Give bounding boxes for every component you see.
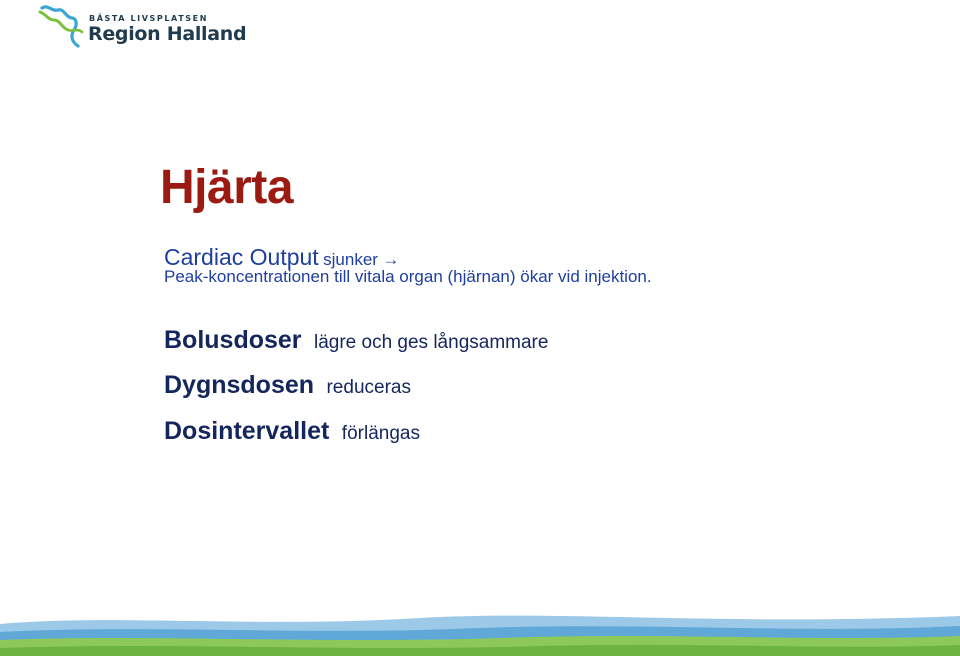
- region-halland-river-icon: [38, 2, 88, 50]
- intro-continuation: Peak-koncentrationen till vitala organ (hjärnan) ökar vid injektion.: [164, 267, 652, 286]
- list-item: [164, 371, 411, 400]
- list-item-term: Dosintervallet: [164, 417, 330, 445]
- logo-tagline: BÄSTA LIVSPLATSEN: [89, 14, 209, 23]
- list-item-desc: lägre och ges långsammare: [313, 332, 549, 353]
- footer-landscape-band: [0, 610, 960, 656]
- intro-verb: sjunker: [323, 250, 378, 269]
- logo-name: Region Halland: [88, 23, 247, 45]
- list-item: [164, 417, 420, 446]
- list-item: [164, 326, 548, 355]
- region-halland-logo: [38, 2, 258, 50]
- arrow-right-icon: →: [382, 250, 400, 269]
- list-item-desc: förlängas: [341, 423, 420, 444]
- list-item-term: Dygnsdosen: [164, 371, 315, 399]
- list-item-term: Bolusdoser: [164, 326, 302, 354]
- intro-term: Cardiac Output: [164, 244, 319, 270]
- slide-title: Hjärta: [160, 161, 294, 214]
- list-item-desc: reduceras: [326, 377, 411, 398]
